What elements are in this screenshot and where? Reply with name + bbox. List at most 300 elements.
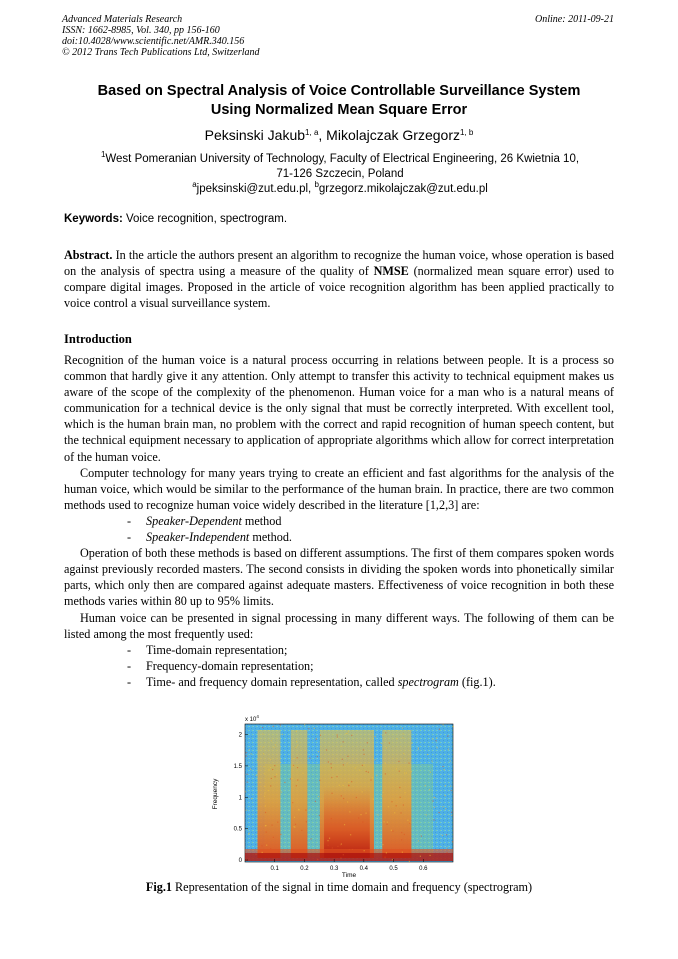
author-1: Peksinski Jakub <box>204 127 306 143</box>
email-separator: , <box>308 183 315 195</box>
intro-paragraph-2: Computer technology for many years trying to create an efficient and fast algorithms for the analysis of the human voice, which would be similar to the performance of the human brain. In practice, there are two common methods used to recognize human voice widely described in the literature [1,2,3] are: <box>64 465 614 512</box>
speckle <box>450 761 451 762</box>
speckle <box>347 733 348 734</box>
speckle <box>315 801 316 802</box>
speckle <box>418 840 419 841</box>
speckle <box>339 736 340 737</box>
speckle <box>282 734 283 735</box>
speckle <box>351 781 352 782</box>
speckle <box>448 749 449 750</box>
speckle <box>386 747 387 748</box>
speckle <box>406 773 407 774</box>
speckle <box>396 768 397 769</box>
speckle <box>382 792 383 793</box>
speckle <box>400 797 401 798</box>
speckle <box>262 733 263 734</box>
journal-copyright: © 2012 Trans Tech Publications Ltd, Switzerland <box>62 47 260 58</box>
speckle <box>346 763 347 764</box>
speckle <box>438 812 439 813</box>
speckle <box>403 804 404 805</box>
speckle <box>270 759 271 760</box>
journal-doi: doi:10.4028/www.scientific.net/AMR.340.156 <box>62 36 245 47</box>
abstract-nmse: NMSE <box>373 264 409 279</box>
speckle <box>343 741 344 742</box>
journal-name: Advanced Materials Research <box>62 14 183 25</box>
speckle <box>401 839 402 840</box>
abstract-text-1: In the article the authors present an algorithm to recognize the human voice, whose operation is based on the analysis of spectra using a measure of the quality of <box>64 248 614 279</box>
speckle <box>394 812 395 813</box>
keywords-label: Keywords: <box>64 213 123 225</box>
speckle <box>281 817 282 818</box>
speckle <box>332 847 333 848</box>
speckle <box>301 830 302 831</box>
speckle <box>385 773 386 774</box>
speckle <box>264 796 265 797</box>
speckle <box>339 785 340 786</box>
speckle <box>314 728 315 729</box>
speckle <box>290 778 291 779</box>
speckle <box>268 790 269 791</box>
speckle <box>309 757 310 758</box>
speckle <box>329 838 330 839</box>
y-axis-label: Frequency <box>212 778 219 810</box>
speckle <box>277 822 278 823</box>
section-heading-introduction: Introduction <box>64 332 132 346</box>
author-emails <box>70 182 610 197</box>
speckle <box>442 766 443 767</box>
methods-list <box>64 513 614 545</box>
speckle <box>331 818 332 819</box>
speckle <box>259 782 260 783</box>
voiced-band <box>291 730 308 858</box>
speckle <box>356 797 357 798</box>
speckle <box>396 738 397 739</box>
speckle <box>382 735 383 736</box>
speckle <box>359 770 360 771</box>
speckle <box>270 767 271 768</box>
speckle <box>273 837 274 838</box>
speckle <box>439 729 440 730</box>
speckle <box>418 747 419 748</box>
spectrogram-svg <box>205 714 465 882</box>
speckle <box>348 785 349 786</box>
speckle <box>434 797 435 798</box>
speckle <box>341 795 342 796</box>
speckle <box>262 852 263 853</box>
keywords <box>64 212 287 227</box>
speckle <box>274 765 275 766</box>
speckle <box>385 732 386 733</box>
speckle <box>404 834 405 835</box>
speckle <box>431 760 432 761</box>
speckle <box>343 764 344 765</box>
list-dash: - <box>127 642 132 657</box>
list-item-text: method. <box>249 530 292 545</box>
speckle <box>443 724 444 725</box>
speckle <box>247 782 248 783</box>
speckle <box>262 727 263 728</box>
speckle <box>337 734 338 735</box>
speckle <box>401 849 402 850</box>
speckle <box>302 773 303 774</box>
speckle <box>384 857 385 858</box>
speckle <box>316 738 317 739</box>
y-tick-label: 0 <box>238 858 242 864</box>
y-axis-exponent: x $10^4$ <box>245 714 259 723</box>
speckle <box>341 746 342 747</box>
speckle <box>297 745 298 746</box>
speckle <box>435 740 436 741</box>
speckle <box>398 761 399 762</box>
list-item-emphasis: spectrogram <box>397 674 459 689</box>
speckle <box>270 848 271 849</box>
speckle <box>442 806 443 807</box>
speckle <box>350 834 351 835</box>
list-dash: - <box>127 530 132 545</box>
list-item-text-end: (fig.1). <box>458 674 496 689</box>
title-line-2: Using Normalized Mean Square Error <box>210 102 468 118</box>
speckle <box>271 778 272 779</box>
speckle <box>264 786 265 787</box>
speckle <box>409 861 410 862</box>
speckle <box>293 826 294 827</box>
voiced-band <box>382 730 411 858</box>
speckle <box>327 845 328 846</box>
speckle <box>331 777 332 778</box>
author-separator: , <box>318 127 327 143</box>
speckle <box>409 822 410 823</box>
list-item-emphasis: Speaker-Dependent <box>146 513 242 528</box>
intro-paragraph-3: Operation of both these methods is based on different assumptions. The first of them compares spoken words against previously recorded masters. The second consists in dividing the spoken words into phonetically similar parts, which only then are compared against adequate masters. Effectiveness of voice recognition in both these methods varies within 80 up to 95% limits. <box>64 546 614 609</box>
speckle <box>349 849 350 850</box>
speckle <box>263 753 264 754</box>
y-tick-label: 0.5 <box>233 826 242 833</box>
speckle <box>326 749 327 750</box>
speckle <box>344 824 345 825</box>
email-a-link[interactable]: jpeksinski@zut.edu.pl <box>196 183 309 195</box>
speckle <box>429 855 430 856</box>
speckle <box>386 824 387 825</box>
speckle <box>402 852 403 853</box>
introduction-body <box>64 352 614 690</box>
speckle <box>317 756 318 757</box>
speckle <box>381 795 382 796</box>
speckle <box>278 851 279 852</box>
speckle <box>281 791 282 792</box>
speckle <box>447 735 448 736</box>
speckle <box>363 754 364 755</box>
author-list <box>40 126 638 144</box>
speckle <box>292 802 293 803</box>
speckle <box>295 747 296 748</box>
speckle <box>372 777 373 778</box>
abstract <box>64 247 614 311</box>
speckle <box>452 841 453 842</box>
speckle <box>381 743 382 744</box>
speckle <box>340 857 341 858</box>
speckle <box>352 849 353 850</box>
speckle <box>404 772 405 773</box>
list-item-text: method <box>241 513 282 528</box>
speckle <box>275 744 276 745</box>
journal-header <box>62 14 260 58</box>
speckle <box>402 727 403 728</box>
speckle <box>274 776 275 777</box>
speckle <box>408 763 409 764</box>
speckle <box>245 791 246 792</box>
paper-title <box>40 82 638 120</box>
abstract-label: Abstract. <box>64 248 113 262</box>
speckle <box>360 814 361 815</box>
speckle <box>376 775 377 776</box>
spectrogram-figure <box>205 714 465 882</box>
speckle <box>298 809 299 810</box>
speckle <box>351 735 352 736</box>
x-tick-label: 0.4 <box>359 866 369 872</box>
speckle <box>319 780 320 781</box>
speckle <box>261 845 262 846</box>
speckle <box>433 819 434 820</box>
speckle <box>450 786 451 787</box>
speckle <box>270 785 271 786</box>
speckle <box>402 733 403 734</box>
speckle <box>336 776 337 777</box>
speckle <box>432 738 433 739</box>
list-dash: - <box>127 513 132 528</box>
speckle <box>291 778 292 779</box>
speckle <box>337 846 338 847</box>
speckle <box>363 749 364 750</box>
speckle <box>392 831 393 832</box>
speckle <box>297 757 298 758</box>
speckle <box>320 735 321 736</box>
speckle <box>256 775 257 776</box>
list-item-text: Time-domain representation; <box>146 642 288 657</box>
speckle <box>318 796 319 797</box>
speckle <box>309 809 310 810</box>
speckle <box>364 850 365 851</box>
speckle <box>273 747 274 748</box>
y-tick-label: 2 <box>238 732 242 739</box>
speckle <box>294 758 295 759</box>
speckle <box>391 801 392 802</box>
speckle <box>255 854 256 855</box>
speckle <box>343 785 344 786</box>
list-dash: - <box>127 674 132 689</box>
speckle <box>401 832 402 833</box>
speckle <box>362 821 363 822</box>
speckle <box>330 763 331 764</box>
speckle <box>273 726 274 727</box>
speckle <box>265 825 266 826</box>
speckle <box>365 813 366 814</box>
speckle <box>362 791 363 792</box>
speckle <box>306 821 307 822</box>
speckle <box>385 763 386 764</box>
speckle <box>251 798 252 799</box>
speckle <box>374 759 375 760</box>
speckle <box>445 795 446 796</box>
speckle <box>429 789 430 790</box>
speckle <box>276 774 277 775</box>
speckle <box>383 821 384 822</box>
speckle <box>297 767 298 768</box>
voiced-band <box>257 730 280 858</box>
speckle <box>382 844 383 845</box>
caption-label: Fig.1 <box>145 880 172 894</box>
speckle <box>399 771 400 772</box>
speckle <box>349 811 350 812</box>
speckle <box>436 737 437 738</box>
speckle <box>318 751 319 752</box>
speckle <box>343 798 344 799</box>
speckle <box>451 790 452 791</box>
speckle <box>347 801 348 802</box>
speckle <box>348 782 349 783</box>
y-tick-label: 1.5 <box>233 763 242 770</box>
speckle <box>445 808 446 809</box>
speckle <box>446 847 447 848</box>
author-2: Mikolajczak Grzegorz <box>326 127 460 143</box>
speckle <box>362 765 363 766</box>
speckle <box>263 747 264 748</box>
speckle <box>248 833 249 834</box>
speckle <box>425 785 426 786</box>
speckle <box>400 812 401 813</box>
speckle <box>280 724 281 725</box>
speckle <box>294 817 295 818</box>
speckle <box>446 852 447 853</box>
affiliation-mark: 1 <box>100 150 106 159</box>
caption-text: Representation of the signal in time domain and frequency (spectrogram) <box>171 880 533 894</box>
speckle <box>266 832 267 833</box>
list-item <box>127 529 614 545</box>
speckle <box>341 843 342 844</box>
speckle <box>263 766 264 767</box>
list-item-text: Time- and frequency domain representation, called <box>146 674 398 689</box>
speckle <box>296 731 297 732</box>
figure-caption <box>40 880 638 895</box>
speckle <box>427 754 428 755</box>
speckle <box>436 747 437 748</box>
title-line-1: Based on Spectral Analysis of Voice Controllable Surveillance System <box>97 83 581 99</box>
speckle <box>317 859 318 860</box>
speckle <box>451 812 452 813</box>
speckle <box>284 782 285 783</box>
speckle <box>280 762 281 763</box>
x-tick-label: 0.6 <box>419 866 428 872</box>
author-1-affil: 1, a <box>305 128 319 137</box>
keywords-text: Voice recognition, spectrogram. <box>122 213 288 225</box>
speckle <box>249 749 250 750</box>
speckle <box>328 761 329 762</box>
speckle <box>337 736 338 737</box>
speckle <box>451 815 452 816</box>
speckle <box>366 771 367 772</box>
speckle <box>342 759 343 760</box>
speckle <box>377 814 378 815</box>
affiliation <box>70 152 610 197</box>
speckle <box>363 764 364 765</box>
speckle <box>358 817 359 818</box>
speckle <box>293 766 294 767</box>
speckle <box>347 756 348 757</box>
speckle <box>308 728 309 729</box>
speckle <box>271 825 272 826</box>
x-tick-label: 0.2 <box>300 866 309 872</box>
list-item <box>127 513 614 529</box>
journal-issn: ISSN: 1662-8985, Vol. 340, pp 156-160 <box>62 25 220 36</box>
speckle <box>442 835 443 836</box>
list-item <box>127 642 614 658</box>
speckle <box>246 752 247 753</box>
speckle <box>411 771 412 772</box>
speckle <box>348 731 349 732</box>
speckle <box>268 769 269 770</box>
speckle <box>403 753 404 754</box>
abstract-text-2: (normalized mean square error) used to compare digital images. Proposed in the article of voice recognition algorithm has been applied practically to voice control a visual surveillance system. <box>64 264 615 311</box>
speckle <box>310 838 311 839</box>
speckle <box>264 792 265 793</box>
list-dash: - <box>127 658 132 673</box>
speckle <box>432 800 433 801</box>
speckle <box>430 772 431 773</box>
speckle <box>257 759 258 760</box>
speckle <box>271 740 272 741</box>
speckle <box>250 769 251 770</box>
x-tick-label: 0.3 <box>329 866 339 872</box>
speckle <box>296 785 297 786</box>
list-item-emphasis: Speaker-Independent <box>146 530 250 545</box>
speckle <box>266 845 267 846</box>
speckle <box>331 793 332 794</box>
speckle <box>264 773 265 774</box>
x-tick-label: 0.1 <box>270 866 279 872</box>
speckle <box>387 822 388 823</box>
speckle <box>388 806 389 807</box>
speckle <box>421 836 422 837</box>
speckle <box>375 736 376 737</box>
affiliation-line-1: West Pomeranian University of Technology, Faculty of Electrical Engineering, 26 Kwietnia 10, <box>105 153 580 165</box>
speckle <box>411 743 412 744</box>
x-axis-label: Time <box>341 872 357 879</box>
speckle <box>345 733 346 734</box>
speckle <box>399 787 400 788</box>
speckle <box>272 769 273 770</box>
speckle <box>305 809 306 810</box>
online-date: Online: 2011-09-21 <box>535 14 614 25</box>
speckle <box>367 742 368 743</box>
speckle <box>368 772 369 773</box>
speckle <box>343 854 344 855</box>
speckle <box>327 840 328 841</box>
speckle <box>296 741 297 742</box>
speckle <box>304 724 305 725</box>
speckle <box>407 820 408 821</box>
speckle <box>446 834 447 835</box>
speckle <box>445 785 446 786</box>
email-a-mark: a <box>192 180 197 189</box>
intro-paragraph-1: Recognition of the human voice is a natural process occurring in relations between people. It is a process so common that hardly give it any attention. Only attempt to transfer this activity to technical equipment makes us aware of the scope of the complexity of the phenomenon. Human voice for a man who is a natural means of communication for a technical device is the only signal that must be correctly interpreted. With excellent tool, which is the human brain man, no problem with the correct and rapid recognition of human speech content, but the technical equipment necessary to application of appropriate algorithms which allow for correct interpretation of the human voice. <box>64 353 614 464</box>
speckle <box>389 742 390 743</box>
speckle <box>295 824 296 825</box>
low-frequency-band <box>245 853 453 861</box>
representation-list <box>64 642 614 690</box>
email-b-mark: b <box>314 180 319 189</box>
email-b-link[interactable]: grzegorz.mikolajczak@zut.edu.pl <box>318 183 488 195</box>
list-item <box>127 658 614 674</box>
speckle <box>265 812 266 813</box>
